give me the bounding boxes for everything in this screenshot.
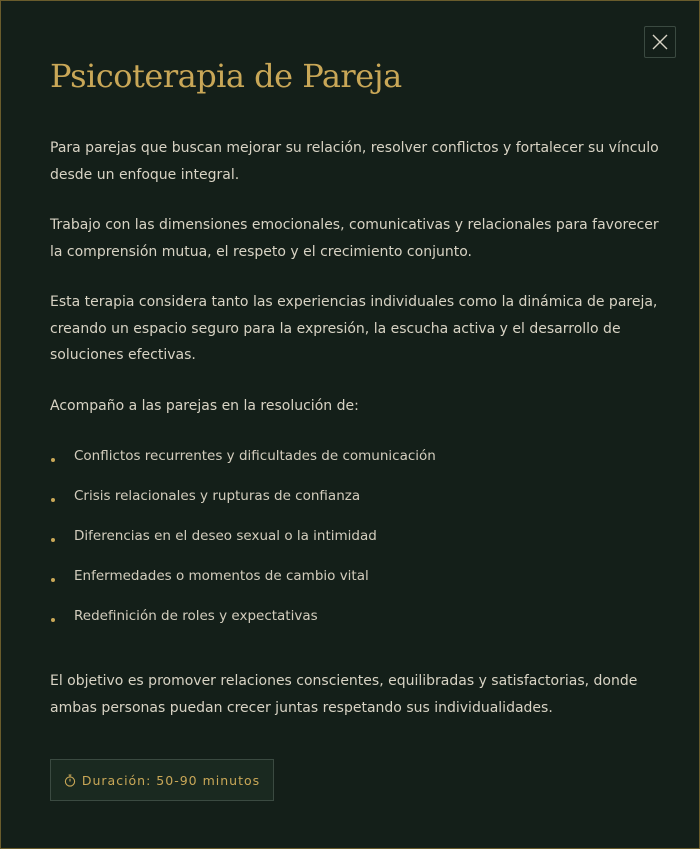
list-item-label: Enfermedades o momentos de cambio vital [74,568,369,584]
paragraph-approach: Esta terapia considera tanto las experiencias individuales como la dinámica de pareja, creando un espacio seguro para la expresión, la escucha activa y el desarrollo de soluciones efectivas. [50,294,658,363]
duration-label: Duración: 50-90 minutos [81,772,261,788]
list-intro: Acompaño a las parejas en la resolución de: [50,397,359,414]
list-item-label: Conflictos recurrentes y dificultades de comunicación [74,448,436,464]
close-icon [652,34,668,50]
bullet-icon [51,538,55,542]
bullet-icon [51,498,55,502]
list-item-label: Redefinición de roles y expectativas [74,608,318,624]
bullet-icon [51,458,55,462]
list-item-label: Diferencias en el deseo sexual o la intimidad [74,528,377,544]
list-item [50,603,660,643]
bullet-icon [51,578,55,582]
modal-title: Psicoterapia de Pareja [50,57,402,95]
stopwatch-icon [64,774,76,787]
list-item [50,483,660,523]
list-item-label: Crisis relacionales y rupturas de confianza [74,488,361,504]
list-item [50,523,660,563]
paragraph-closing: El objetivo es promover relaciones conscientes, equilibradas y satisfactorias, donde ambas personas puedan crecer juntas respetando sus individualidades. [50,673,638,716]
close-button[interactable] [644,26,676,58]
modal-content [50,135,660,745]
paragraph-intro: Para parejas que buscan mejorar su relación, resolver conflictos y fortalecer su vínculo desde un enfoque integral. [50,140,659,183]
paragraph-dimensions: Trabajo con las dimensiones emocionales, comunicativas y relacionales para favorecer la comprensión mutua, el respeto y el crecimiento conjunto. [50,217,659,260]
list-item [50,563,660,603]
list-item [50,443,660,483]
duration-badge [50,759,274,801]
bullet-icon [51,618,55,622]
issues-list [50,443,660,643]
